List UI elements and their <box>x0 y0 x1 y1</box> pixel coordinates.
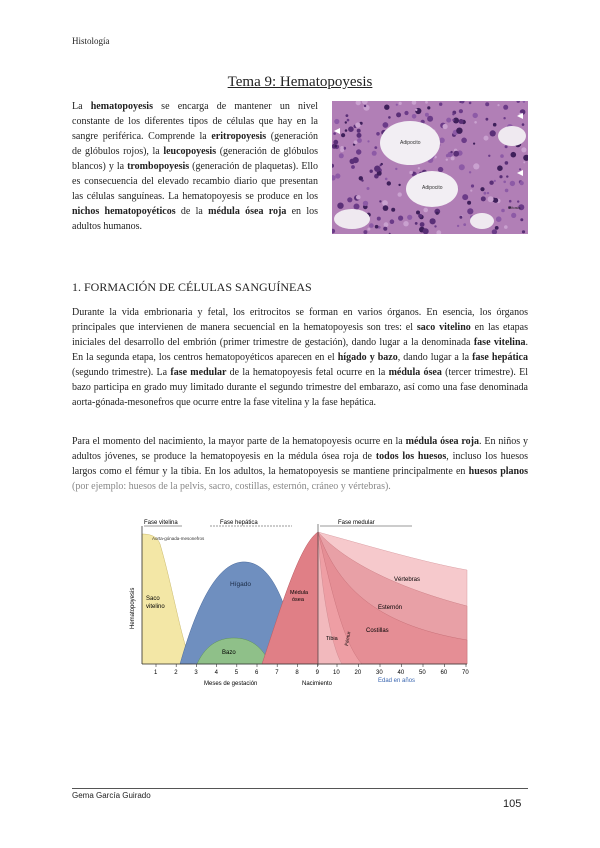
histology-image <box>332 101 528 234</box>
month-tick-label: 3 <box>194 670 198 676</box>
month-tick-label: 9 <box>315 670 319 676</box>
footer-author: Gema García Guirado <box>72 791 151 800</box>
month-tick-label: 5 <box>234 670 239 676</box>
x-label-years: Edad en años <box>378 678 416 684</box>
region-label: Saco vitelino <box>146 596 165 610</box>
hematopoiesis-chart <box>122 514 482 690</box>
page-number: 105 <box>503 798 522 810</box>
running-header: Histología <box>72 36 110 46</box>
year-tick-label: 50 <box>419 670 426 676</box>
region-label: Tibia <box>326 636 338 642</box>
x-label-birth: Nacimiento <box>302 681 333 687</box>
page-title: Tema 9: Hematopoyesis <box>227 74 373 90</box>
phase-label: Fase medular <box>338 520 375 526</box>
y-axis-label: Hematopoyesis <box>130 587 136 629</box>
year-tick-label: 60 <box>440 670 448 676</box>
adipocito-label: Adipocito <box>400 140 421 146</box>
month-tick-label: 8 <box>295 670 299 676</box>
region-label: Fémur <box>344 631 353 647</box>
month-tick-label: 1 <box>154 670 158 676</box>
bone-marrow-micrograph <box>332 101 528 234</box>
region-label: Costillas <box>366 628 389 634</box>
hematopoiesis-chart-svg <box>122 514 482 690</box>
paragraph-birth: Para el momento del nacimiento, la mayor parte de la hematopoyesis ocurre en la médula ósea roja. En niños y adultos jóvenes, se produce la hematopoyesis en la médula ósea roja de todos los huesos, incluso los huesos largos como el fémur y la tibia. En los adultos, la hematopoyesis se mantiene principalmente en huesos planos (por ejemplo: huesos de la pelvis, sacro, costillas, esternón, cráneo y vértebras). <box>72 436 529 492</box>
paragraph-formation: Durante la vida embrionaria y fetal, los eritrocitos se forman en varios órganos. En esencia, los órganos principales que intervienen de manera secuencial en la hematopoyesis son tres: el saco vitelino en las etapas iniciales del desarrollo del embrión (primer trimestre de gestación), dando lugar a la denominada fase vitelina. En la segunda etapa, los centros hematopoyéticos aparecen en el hígado y bazo, dando lugar a la fase hepática (segundo trimestre). La fase medular de la hematopoyesis fetal ocurre en la médula ósea (tercer trimestre). El bazo participa en grado muy limitado durante el segundo trimestre del embarazo, así como una fase denominada aorta-gónada-mesonefros que ocurre entre la fase vitelina y la fase hepática. <box>72 307 529 408</box>
x-label-months: Meses de gestación <box>204 681 258 687</box>
footer-divider <box>72 788 528 789</box>
month-tick-label: 7 <box>275 670 279 676</box>
phase-label: Fase vitelina <box>144 520 178 526</box>
intro-paragraph: La hematopoyesis se encarga de mantener un nivel constante de los diferentes tipos de células que hay en la sangre periférica. Comprende la eritropoyesis (generación de glóbulos rojos), la leucopoyesis (generación de glóbulos blancos) y la trombopoyesis (generación de plaquetas). Ello es consecuencia del elevado recambio diario que presentan las células sanguíneas. La hematopoyesis se produce en los nichos hematopoyéticos de la médula ósea roja en los adultos humanos. <box>72 101 319 232</box>
region-label: Bazo <box>222 650 236 656</box>
region-label: Hígado <box>230 581 251 588</box>
year-tick-label: 70 <box>462 670 469 676</box>
year-tick-label: 20 <box>354 670 362 676</box>
mitosis-label: Mitosis <box>508 205 521 210</box>
adipocito-label: Adipocito <box>422 185 443 191</box>
region-label: Médula ósea <box>290 590 309 603</box>
year-tick-label: 30 <box>376 670 383 676</box>
region-label: Esternón <box>378 605 403 611</box>
region-label: Vértebras <box>394 577 421 583</box>
phase-label: Fase hepática <box>220 520 258 526</box>
year-tick-label: 10 <box>333 670 340 676</box>
month-tick-label: 2 <box>174 670 178 676</box>
aorta-label: Aorta-gónada-mesonefros <box>152 536 205 541</box>
month-tick-label: 4 <box>214 670 218 676</box>
year-tick-label: 40 <box>397 670 405 676</box>
month-tick-label: 6 <box>255 670 259 676</box>
section-heading: 1. FORMACIÓN DE CÉLULAS SANGUÍNEAS <box>72 280 312 294</box>
